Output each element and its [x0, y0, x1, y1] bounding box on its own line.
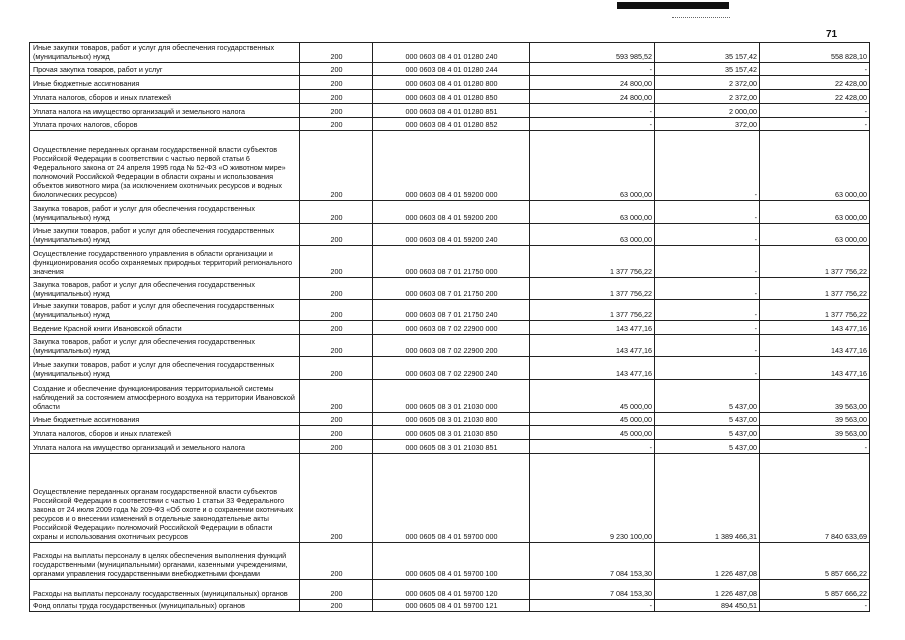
row-remaining-amount-cell: 143 477,16: [760, 357, 870, 380]
table-row: [30, 131, 870, 201]
row-remaining-amount-cell: 22 428,00: [760, 76, 870, 90]
row-approved-amount-cell: -: [530, 118, 655, 131]
row-admin-code-cell: 200: [300, 600, 373, 612]
row-approved-amount-cell: 1 377 756,22: [530, 278, 655, 300]
row-executed-amount-cell: 1 226 487,08: [655, 543, 760, 580]
row-approved-amount-cell: 24 800,00: [530, 90, 655, 104]
table-row: [30, 454, 870, 543]
row-name-cell: Прочая закупка товаров, работ и услуг: [30, 63, 300, 76]
row-approved-amount-cell: -: [530, 600, 655, 612]
table-row: [30, 224, 870, 246]
row-budget-code-cell: 000 0605 08 3 01 21030 800: [373, 413, 530, 426]
row-approved-amount-cell: 7 084 153,30: [530, 580, 655, 600]
row-name-cell: Уплата прочих налогов, сборов: [30, 118, 300, 131]
row-executed-amount-cell: -: [655, 224, 760, 246]
row-approved-amount-cell: -: [530, 104, 655, 118]
row-name-cell: Уплата налогов, сборов и иных платежей: [30, 90, 300, 104]
row-name-cell: Осуществление переданных органам государственной власти субъектов Российской Федерации в соответствии с частью первой статьи 6 Федерального закона от 24 апреля 1995 года № 52-ФЗ «О животном мире» полномочий Российской Федерации в области охраны и использования объектов животного мира (за исключением охотничьих ресурсов и водных биологических ресурсов): [30, 131, 300, 201]
row-budget-code-cell: 000 0603 08 4 01 01280 800: [373, 76, 530, 90]
row-admin-code-cell: 200: [300, 440, 373, 454]
page-number: 71: [826, 29, 838, 40]
scan-artifact-bar: [617, 2, 729, 9]
row-admin-code-cell: 200: [300, 426, 373, 440]
row-executed-amount-cell: 35 157,42: [655, 43, 760, 63]
row-remaining-amount-cell: 1 377 756,22: [760, 246, 870, 278]
row-approved-amount-cell: 45 000,00: [530, 380, 655, 413]
table-row: [30, 426, 870, 440]
row-executed-amount-cell: -: [655, 335, 760, 357]
row-budget-code-cell: 000 0605 08 3 01 21030 851: [373, 440, 530, 454]
row-remaining-amount-cell: 39 563,00: [760, 426, 870, 440]
row-remaining-amount-cell: 1 377 756,22: [760, 300, 870, 321]
row-budget-code-cell: 000 0605 08 4 01 59700 120: [373, 580, 530, 600]
row-remaining-amount-cell: -: [760, 118, 870, 131]
table-row: [30, 357, 870, 380]
row-approved-amount-cell: 593 985,52: [530, 43, 655, 63]
row-admin-code-cell: 200: [300, 131, 373, 201]
row-approved-amount-cell: 45 000,00: [530, 413, 655, 426]
row-budget-code-cell: 000 0605 08 4 01 59700 121: [373, 600, 530, 612]
row-budget-code-cell: 000 0603 08 4 01 01280 852: [373, 118, 530, 131]
row-executed-amount-cell: -: [655, 300, 760, 321]
row-budget-code-cell: 000 0605 08 4 01 59700 100: [373, 543, 530, 580]
row-approved-amount-cell: 7 084 153,30: [530, 543, 655, 580]
table-row: [30, 413, 870, 426]
row-name-cell: Закупка товаров, работ и услуг для обеспечения государственных (муниципальных) нужд: [30, 335, 300, 357]
row-name-cell: Расходы на выплаты персоналу государственных (муниципальных) органов: [30, 580, 300, 600]
row-budget-code-cell: 000 0603 08 7 02 22900 200: [373, 335, 530, 357]
table-row: [30, 90, 870, 104]
row-admin-code-cell: 200: [300, 543, 373, 580]
row-executed-amount-cell: -: [655, 321, 760, 335]
row-name-cell: Уплата налога на имущество организаций и земельного налога: [30, 440, 300, 454]
row-executed-amount-cell: 2 000,00: [655, 104, 760, 118]
row-approved-amount-cell: 1 377 756,22: [530, 246, 655, 278]
row-approved-amount-cell: 45 000,00: [530, 426, 655, 440]
table-row: [30, 300, 870, 321]
row-approved-amount-cell: 1 377 756,22: [530, 300, 655, 321]
table-row: [30, 321, 870, 335]
table-row: [30, 580, 870, 600]
row-remaining-amount-cell: 558 828,10: [760, 43, 870, 63]
row-remaining-amount-cell: 39 563,00: [760, 413, 870, 426]
row-budget-code-cell: 000 0603 08 7 01 21750 240: [373, 300, 530, 321]
row-executed-amount-cell: 35 157,42: [655, 63, 760, 76]
table-row: [30, 76, 870, 90]
row-admin-code-cell: 200: [300, 380, 373, 413]
row-executed-amount-cell: 1 389 466,31: [655, 454, 760, 543]
row-admin-code-cell: 200: [300, 413, 373, 426]
row-approved-amount-cell: -: [530, 63, 655, 76]
table-row: [30, 201, 870, 224]
row-name-cell: Закупка товаров, работ и услуг для обеспечения государственных (муниципальных) нужд: [30, 201, 300, 224]
row-admin-code-cell: 200: [300, 201, 373, 224]
row-approved-amount-cell: -: [530, 440, 655, 454]
row-executed-amount-cell: 894 450,51: [655, 600, 760, 612]
row-budget-code-cell: 000 0605 08 3 01 21030 000: [373, 380, 530, 413]
row-approved-amount-cell: 24 800,00: [530, 76, 655, 90]
row-executed-amount-cell: 5 437,00: [655, 380, 760, 413]
row-budget-code-cell: 000 0603 08 7 01 21750 000: [373, 246, 530, 278]
row-name-cell: Создание и обеспечение функционирования территориальной системы наблюдений за состоянием атмосферного воздуха на территории Ивановской области: [30, 380, 300, 413]
row-budget-code-cell: 000 0603 08 4 01 59200 000: [373, 131, 530, 201]
table-row: [30, 380, 870, 413]
row-budget-code-cell: 000 0603 08 7 02 22900 000: [373, 321, 530, 335]
row-admin-code-cell: 200: [300, 321, 373, 335]
row-remaining-amount-cell: 1 377 756,22: [760, 278, 870, 300]
row-budget-code-cell: 000 0603 08 4 01 01280 851: [373, 104, 530, 118]
row-remaining-amount-cell: -: [760, 440, 870, 454]
row-admin-code-cell: 200: [300, 90, 373, 104]
row-name-cell: Осуществление переданных органам государственной власти субъектов Российской Федерации в соответствии с частью 1 статьи 33 Федерального закона от 24 июля 2009 года № 209-ФЗ «Об охоте и о сохранении охотничьих ресурсов и о внесении изменений в отдельные законодательные акты Российской Федерации» полномочий Российской Федерации в области охраны и использования охотничьих ресурсов: [30, 454, 300, 543]
row-remaining-amount-cell: 39 563,00: [760, 380, 870, 413]
row-budget-code-cell: 000 0603 08 4 01 59200 200: [373, 201, 530, 224]
row-budget-code-cell: 000 0603 08 7 01 21750 200: [373, 278, 530, 300]
row-budget-code-cell: 000 0603 08 4 01 01280 850: [373, 90, 530, 104]
table-row: [30, 43, 870, 63]
row-name-cell: Расходы на выплаты персоналу в целях обеспечения выполнения функций государственными (муниципальными) органами, казенными учреждениями, органами управления государственными внебюджетными фондами: [30, 543, 300, 580]
row-name-cell: Иные бюджетные ассигнования: [30, 76, 300, 90]
row-executed-amount-cell: -: [655, 246, 760, 278]
row-approved-amount-cell: 143 477,16: [530, 321, 655, 335]
row-admin-code-cell: 200: [300, 246, 373, 278]
row-name-cell: Иные закупки товаров, работ и услуг для обеспечения государственных (муниципальных) нужд: [30, 300, 300, 321]
row-approved-amount-cell: 143 477,16: [530, 335, 655, 357]
row-executed-amount-cell: 2 372,00: [655, 76, 760, 90]
row-name-cell: Уплата налогов, сборов и иных платежей: [30, 426, 300, 440]
row-budget-code-cell: 000 0605 08 4 01 59700 000: [373, 454, 530, 543]
row-name-cell: Осуществление государственного управления в области организации и функционирования особо охраняемых природных территорий регионального значения: [30, 246, 300, 278]
row-admin-code-cell: 200: [300, 76, 373, 90]
table-row: [30, 335, 870, 357]
row-budget-code-cell: 000 0603 08 4 01 01280 240: [373, 43, 530, 63]
row-budget-code-cell: 000 0603 08 4 01 01280 244: [373, 63, 530, 76]
row-remaining-amount-cell: 7 840 633,69: [760, 454, 870, 543]
row-admin-code-cell: 200: [300, 357, 373, 380]
table-row: [30, 118, 870, 131]
row-executed-amount-cell: -: [655, 201, 760, 224]
row-name-cell: Иные закупки товаров, работ и услуг для обеспечения государственных (муниципальных) нужд: [30, 224, 300, 246]
table-row: [30, 246, 870, 278]
row-executed-amount-cell: 5 437,00: [655, 426, 760, 440]
row-approved-amount-cell: 63 000,00: [530, 131, 655, 201]
row-remaining-amount-cell: 63 000,00: [760, 131, 870, 201]
budget-execution-table: [29, 42, 870, 612]
row-executed-amount-cell: -: [655, 357, 760, 380]
row-remaining-amount-cell: -: [760, 63, 870, 76]
row-approved-amount-cell: 9 230 100,00: [530, 454, 655, 543]
table-body: [30, 43, 870, 612]
row-admin-code-cell: 200: [300, 335, 373, 357]
row-name-cell: Иные закупки товаров, работ и услуг для обеспечения государственных (муниципальных) нужд: [30, 357, 300, 380]
row-admin-code-cell: 200: [300, 278, 373, 300]
table-row: [30, 543, 870, 580]
row-admin-code-cell: 200: [300, 43, 373, 63]
row-executed-amount-cell: 5 437,00: [655, 440, 760, 454]
row-name-cell: Уплата налога на имущество организаций и земельного налога: [30, 104, 300, 118]
table-row: [30, 63, 870, 76]
row-budget-code-cell: 000 0605 08 3 01 21030 850: [373, 426, 530, 440]
row-admin-code-cell: 200: [300, 300, 373, 321]
row-approved-amount-cell: 63 000,00: [530, 224, 655, 246]
row-executed-amount-cell: 5 437,00: [655, 413, 760, 426]
table-row: [30, 104, 870, 118]
row-executed-amount-cell: 2 372,00: [655, 90, 760, 104]
row-admin-code-cell: 200: [300, 454, 373, 543]
row-budget-code-cell: 000 0603 08 4 01 59200 240: [373, 224, 530, 246]
row-remaining-amount-cell: 22 428,00: [760, 90, 870, 104]
row-remaining-amount-cell: 143 477,16: [760, 335, 870, 357]
row-admin-code-cell: 200: [300, 224, 373, 246]
scan-artifact-dots: [672, 17, 730, 19]
row-name-cell: Ведение Красной книги Ивановской области: [30, 321, 300, 335]
row-approved-amount-cell: 63 000,00: [530, 201, 655, 224]
table-row: [30, 600, 870, 612]
row-budget-code-cell: 000 0603 08 7 02 22900 240: [373, 357, 530, 380]
row-remaining-amount-cell: -: [760, 104, 870, 118]
table-row: [30, 278, 870, 300]
row-name-cell: Фонд оплаты труда государственных (муниципальных) органов: [30, 600, 300, 612]
row-remaining-amount-cell: 5 857 666,22: [760, 543, 870, 580]
row-executed-amount-cell: -: [655, 131, 760, 201]
row-name-cell: Закупка товаров, работ и услуг для обеспечения государственных (муниципальных) нужд: [30, 278, 300, 300]
row-executed-amount-cell: 372,00: [655, 118, 760, 131]
table-row: [30, 440, 870, 454]
row-remaining-amount-cell: 5 857 666,22: [760, 580, 870, 600]
row-admin-code-cell: 200: [300, 580, 373, 600]
row-executed-amount-cell: 1 226 487,08: [655, 580, 760, 600]
row-remaining-amount-cell: 143 477,16: [760, 321, 870, 335]
row-admin-code-cell: 200: [300, 63, 373, 76]
row-remaining-amount-cell: -: [760, 600, 870, 612]
row-approved-amount-cell: 143 477,16: [530, 357, 655, 380]
row-name-cell: Иные закупки товаров, работ и услуг для обеспечения государственных (муниципальных) нужд: [30, 43, 300, 63]
row-admin-code-cell: 200: [300, 104, 373, 118]
row-remaining-amount-cell: 63 000,00: [760, 224, 870, 246]
row-name-cell: Иные бюджетные ассигнования: [30, 413, 300, 426]
row-admin-code-cell: 200: [300, 118, 373, 131]
row-remaining-amount-cell: 63 000,00: [760, 201, 870, 224]
row-executed-amount-cell: -: [655, 278, 760, 300]
